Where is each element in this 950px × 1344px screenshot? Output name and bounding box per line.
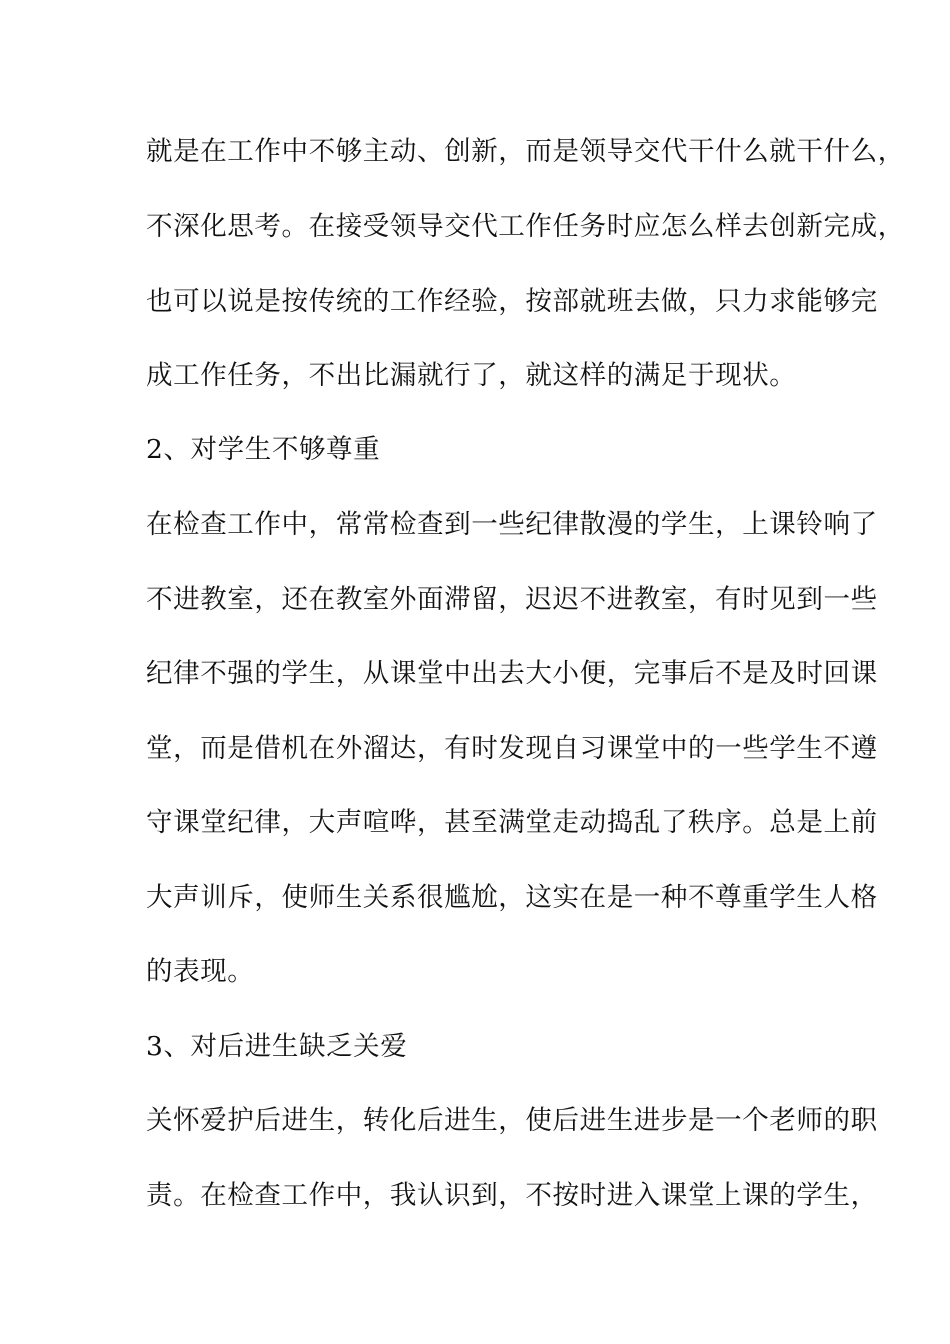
paragraph-line: 的表现。 — [146, 956, 255, 987]
paragraph-line: 责。在检查工作中，我认识到，不按时进入课堂上课的学生， — [146, 1180, 878, 1211]
paragraph-line: 关怀爱护后进生，转化后进生，使后进生进步是一个老师的职 — [146, 1105, 878, 1136]
section-heading: 2、对学生不够尊重 — [146, 434, 381, 465]
paragraph-line: 就是在工作中不够主动、创新，而是领导交代干什么就干什么， — [146, 136, 905, 167]
paragraph-line: 不进教室，还在教室外面滞留，迟迟不进教室，有时见到一些 — [146, 584, 878, 615]
paragraph-line: 堂，而是借机在外溜达，有时发现自习课堂中的一些学生不遵 — [146, 733, 878, 764]
paragraph-line: 纪律不强的学生，从课堂中出去大小便，完事后不是及时回课 — [146, 658, 878, 689]
paragraph-line: 成工作任务，不出比漏就行了，就这样的满足于现状。 — [146, 360, 797, 391]
paragraph-line: 守课堂纪律，大声喧哗，甚至满堂走动捣乱了秩序。总是上前 — [146, 807, 878, 838]
paragraph-line: 也可以说是按传统的工作经验，按部就班去做，只力求能够完 — [146, 286, 878, 317]
paragraph-line: 在检查工作中，常常检查到一些纪律散漫的学生，上课铃响了 — [146, 509, 878, 540]
paragraph-line: 大声训斥，使师生关系很尴尬，这实在是一种不尊重学生人格 — [146, 882, 878, 913]
section-heading: 3、对后进生缺乏关爱 — [146, 1031, 408, 1062]
paragraph-line: 不深化思考。在接受领导交代工作任务时应怎么样去创新完成， — [146, 211, 905, 242]
